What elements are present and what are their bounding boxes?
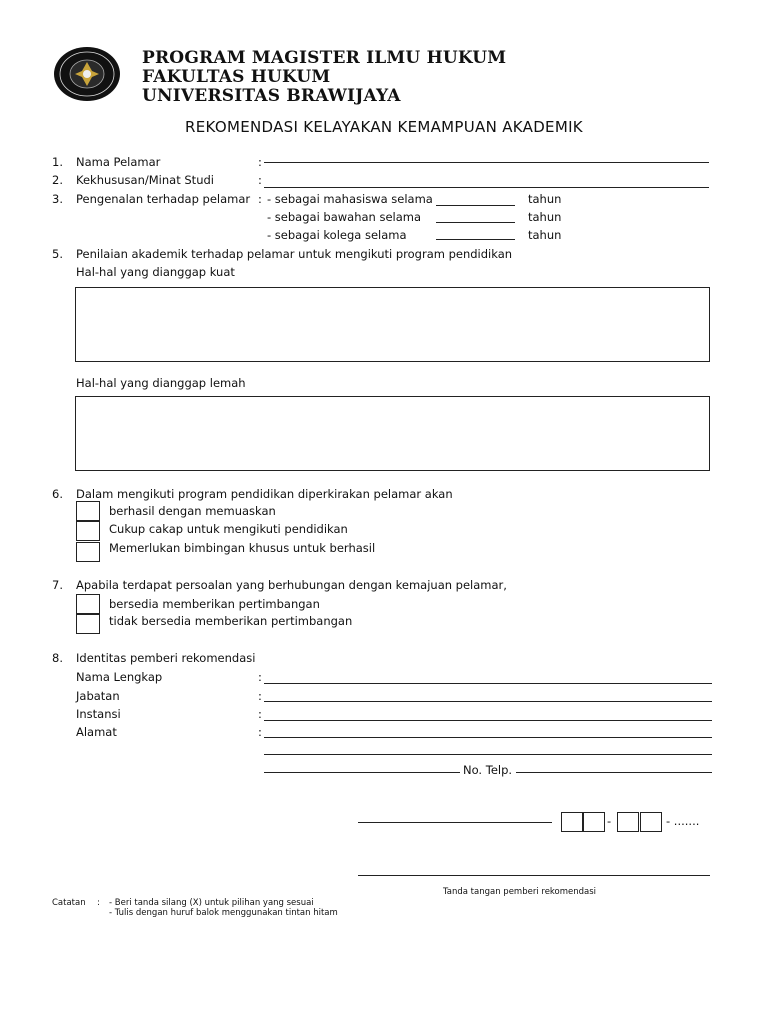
item1-number: 1. [52,155,63,169]
option-succeed-label: berhasil dengan memuaskan [109,504,276,518]
address-field-line1[interactable] [264,737,712,738]
years-student-field[interactable] [436,205,515,206]
header-program: PROGRAM MAGISTER ILMU HUKUM [142,48,507,68]
phone-label: No. Telp. [463,763,513,777]
form-title: REKOMENDASI KELAYAKAN KEMAMPUAN AKADEMIK [185,118,583,136]
note-label: Catatan [52,898,86,908]
signature-line[interactable] [358,875,710,876]
header-university: UNIVERSITAS BRAWIJAYA [142,86,401,106]
note-line-1: - Beri tanda silang (X) untuk pilihan yang sesuai [109,898,314,908]
date-separator-1: - [607,814,612,828]
years-subordinate-field[interactable] [436,222,515,223]
checkbox-willing[interactable] [76,594,100,614]
signature-caption: Tanda tangan pemberi rekomendasi [443,887,597,897]
item3-unit-2: tahun [528,210,562,224]
month-box-2[interactable] [640,812,662,832]
checkbox-guidance[interactable] [76,542,100,562]
address-label: Alamat [76,725,117,739]
weaknesses-label: Hal-hal yang dianggap lemah [76,376,246,390]
phone-field[interactable] [516,772,712,773]
option-not-willing-label: tidak bersedia memberikan pertimbangan [109,614,353,628]
item3-label: Pengenalan terhadap pelamar [76,192,251,206]
specialization-field[interactable] [264,187,709,188]
address-field-line3[interactable] [264,772,460,773]
institution-label: Instansi [76,707,121,721]
institution-field[interactable] [264,720,712,721]
address-field-line2[interactable] [264,754,712,755]
item3-unit-3: tahun [528,228,562,242]
item2-colon: : [258,173,262,187]
item6-label: Dalam mengikuti program pendidikan diperkirakan pelamar akan [76,487,453,501]
option-willing-label: bersedia memberikan pertimbangan [109,597,320,611]
month-box-1[interactable] [617,812,639,832]
item2-label: Kekhususan/Minat Studi [76,173,214,187]
position-label: Jabatan [76,689,120,703]
item6-number: 6. [52,487,63,501]
date-box-2[interactable] [583,812,605,832]
item3-option-colleague: - sebagai kolega selama [267,228,407,242]
item8-label: Identitas pemberi rekomendasi [76,651,256,665]
position-field[interactable] [264,701,712,702]
item5-number: 5. [52,247,63,261]
item3-unit-1: tahun [528,192,562,206]
checkbox-succeed[interactable] [76,501,100,521]
full-name-label: Nama Lengkap [76,670,163,684]
item8-number: 8. [52,651,63,665]
full-name-colon: : [258,670,262,684]
university-logo [52,45,122,103]
item3-colon: : [258,192,262,206]
item1-colon: : [258,155,262,169]
full-name-field[interactable] [264,683,712,684]
item3-option-subordinate: - sebagai bawahan selama [267,210,422,224]
note-line-2: - Tulis dengan huruf balok menggunakan tintan hitam [109,908,338,918]
item1-label: Nama Pelamar [76,155,161,169]
place-field[interactable] [358,822,552,823]
address-colon: : [258,725,262,739]
weaknesses-textbox[interactable] [75,396,710,471]
option-capable-label: Cukup cakap untuk mengikuti pendidikan [109,522,348,536]
strengths-label: Hal-hal yang dianggap kuat [76,265,235,279]
position-colon: : [258,689,262,703]
option-guidance-label: Memerlukan bimbingan khusus untuk berhasil [109,541,376,555]
checkbox-not-willing[interactable] [76,614,100,634]
strengths-textbox[interactable] [75,287,710,362]
item7-label: Apabila terdapat persoalan yang berhubungan dengan kemajuan pelamar, [76,578,507,592]
item2-number: 2. [52,173,63,187]
item7-number: 7. [52,578,63,592]
item5-label: Penilaian akademik terhadap pelamar untuk mengikuti program pendidikan [76,247,513,261]
date-box-1[interactable] [561,812,583,832]
checkbox-capable[interactable] [76,521,100,541]
note-colon: : [97,898,100,908]
item3-number: 3. [52,192,63,206]
years-colleague-field[interactable] [436,239,515,240]
header-faculty: FAKULTAS HUKUM [142,67,331,87]
year-placeholder: - ....... [666,814,700,828]
item3-option-student: - sebagai mahasiswa selama [267,192,433,206]
institution-colon: : [258,707,262,721]
applicant-name-field[interactable] [264,162,709,163]
